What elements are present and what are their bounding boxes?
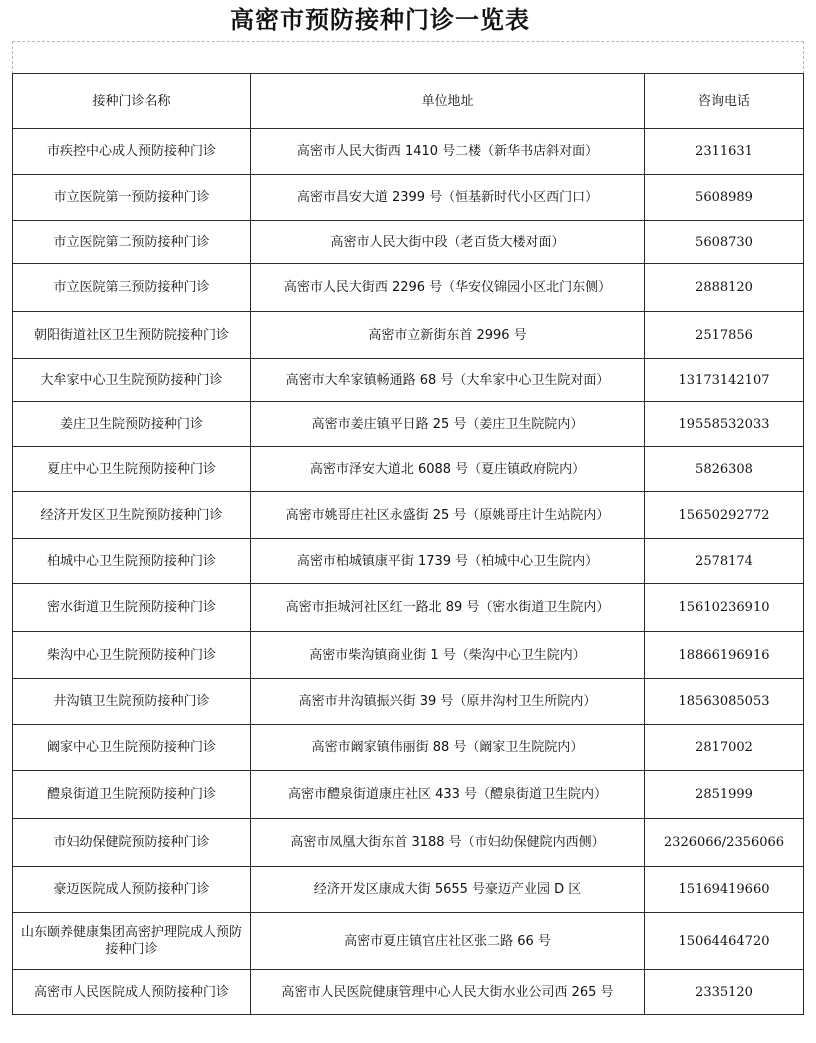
clinic-name-cell: 山东颐养健康集团高密护理院成人预防接种门诊 xyxy=(13,913,251,970)
table-header-row xyxy=(13,74,804,129)
header-address: 单位地址 xyxy=(251,74,645,129)
address-cell: 高密市人民大街西 1410 号二楼（新华书店斜对面） xyxy=(251,129,645,175)
address-cell: 高密市柏城镇康平街 1739 号（柏城中心卫生院内） xyxy=(251,539,645,584)
table-row xyxy=(13,129,804,175)
header-clinic-name: 接种门诊名称 xyxy=(13,74,251,129)
clinic-name-cell: 经济开发区卫生院预防接种门诊 xyxy=(13,492,251,539)
phone-cell: 15610236910 xyxy=(645,584,804,632)
table-row xyxy=(13,359,804,402)
clinic-name-cell: 市疾控中心成人预防接种门诊 xyxy=(13,129,251,175)
table-row xyxy=(13,539,804,584)
clinic-name-cell: 井沟镇卫生院预防接种门诊 xyxy=(13,679,251,725)
phone-cell: 2326066/2356066 xyxy=(645,819,804,867)
phone-cell: 2851999 xyxy=(645,771,804,819)
clinic-name-cell: 市立医院第三预防接种门诊 xyxy=(13,264,251,312)
header-phone: 咨询电话 xyxy=(645,74,804,129)
table-row xyxy=(13,867,804,913)
address-cell: 高密市人民大街西 2296 号（华安仪锦园小区北门东侧） xyxy=(251,264,645,312)
table-row xyxy=(13,913,804,970)
address-cell: 高密市立新街东首 2996 号 xyxy=(251,312,645,359)
phone-cell: 2335120 xyxy=(645,970,804,1015)
phone-cell: 2888120 xyxy=(645,264,804,312)
clinic-name-cell: 姜庄卫生院预防接种门诊 xyxy=(13,402,251,447)
clinic-name-cell: 阚家中心卫生院预防接种门诊 xyxy=(13,725,251,771)
address-cell: 高密市阚家镇伟丽街 88 号（阚家卫生院院内） xyxy=(251,725,645,771)
page-title: 高密市预防接种门诊一览表 xyxy=(230,6,530,34)
table-row xyxy=(13,264,804,312)
phone-cell: 19558532033 xyxy=(645,402,804,447)
phone-cell: 5608989 xyxy=(645,175,804,221)
phone-cell: 18563085053 xyxy=(645,679,804,725)
table-row xyxy=(13,584,804,632)
table-row xyxy=(13,679,804,725)
phone-cell: 15064464720 xyxy=(645,913,804,970)
dashed-frame xyxy=(12,41,804,74)
clinic-name-cell: 醴泉街道卫生院预防接种门诊 xyxy=(13,771,251,819)
table-row xyxy=(13,447,804,492)
phone-cell: 2578174 xyxy=(645,539,804,584)
phone-cell: 5608730 xyxy=(645,221,804,264)
phone-cell: 5826308 xyxy=(645,447,804,492)
address-cell: 高密市井沟镇振兴街 39 号（原井沟村卫生所院内） xyxy=(251,679,645,725)
clinic-name-cell: 柴沟中心卫生院预防接种门诊 xyxy=(13,632,251,679)
clinic-name-cell: 朝阳街道社区卫生预防院接种门诊 xyxy=(13,312,251,359)
table-row xyxy=(13,725,804,771)
clinic-name-cell: 夏庄中心卫生院预防接种门诊 xyxy=(13,447,251,492)
clinic-table xyxy=(12,73,804,1015)
address-cell: 高密市凤凰大街东首 3188 号（市妇幼保健院内西侧） xyxy=(251,819,645,867)
clinic-name-cell: 高密市人民医院成人预防接种门诊 xyxy=(13,970,251,1015)
address-cell: 高密市泽安大道北 6088 号（夏庄镇政府院内） xyxy=(251,447,645,492)
address-cell: 高密市拒城河社区红一路北 89 号（密水街道卫生院内） xyxy=(251,584,645,632)
address-cell: 经济开发区康成大街 5655 号豪迈产业园 D 区 xyxy=(251,867,645,913)
clinic-name-cell: 密水街道卫生院预防接种门诊 xyxy=(13,584,251,632)
table-row xyxy=(13,771,804,819)
phone-cell: 2311631 xyxy=(645,129,804,175)
address-cell: 高密市柴沟镇商业街 1 号（柴沟中心卫生院内） xyxy=(251,632,645,679)
address-cell: 高密市人民大街中段（老百货大楼对面） xyxy=(251,221,645,264)
table-row xyxy=(13,312,804,359)
address-cell: 高密市醴泉街道康庄社区 433 号（醴泉街道卫生院内） xyxy=(251,771,645,819)
address-cell: 高密市姜庄镇平日路 25 号（姜庄卫生院院内） xyxy=(251,402,645,447)
phone-cell: 15650292772 xyxy=(645,492,804,539)
address-cell: 高密市人民医院健康管理中心人民大街水业公司西 265 号 xyxy=(251,970,645,1015)
table-row xyxy=(13,632,804,679)
phone-cell: 2817002 xyxy=(645,725,804,771)
clinic-name-cell: 豪迈医院成人预防接种门诊 xyxy=(13,867,251,913)
address-cell: 高密市夏庄镇官庄社区张二路 66 号 xyxy=(251,913,645,970)
table-row xyxy=(13,819,804,867)
phone-cell: 2517856 xyxy=(645,312,804,359)
clinic-name-cell: 市立医院第二预防接种门诊 xyxy=(13,221,251,264)
phone-cell: 18866196916 xyxy=(645,632,804,679)
clinic-name-cell: 市妇幼保健院预防接种门诊 xyxy=(13,819,251,867)
table-row xyxy=(13,402,804,447)
table-row xyxy=(13,175,804,221)
phone-cell: 15169419660 xyxy=(645,867,804,913)
clinic-name-cell: 柏城中心卫生院预防接种门诊 xyxy=(13,539,251,584)
address-cell: 高密市姚哥庄社区永盛街 25 号（原姚哥庄计生站院内） xyxy=(251,492,645,539)
clinic-name-cell: 市立医院第一预防接种门诊 xyxy=(13,175,251,221)
address-cell: 高密市昌安大道 2399 号（恒基新时代小区西门口） xyxy=(251,175,645,221)
table-row xyxy=(13,970,804,1015)
clinic-name-cell: 大牟家中心卫生院预防接种门诊 xyxy=(13,359,251,402)
phone-cell: 13173142107 xyxy=(645,359,804,402)
table-row xyxy=(13,492,804,539)
address-cell: 高密市大牟家镇畅通路 68 号（大牟家中心卫生院对面） xyxy=(251,359,645,402)
table-row xyxy=(13,221,804,264)
